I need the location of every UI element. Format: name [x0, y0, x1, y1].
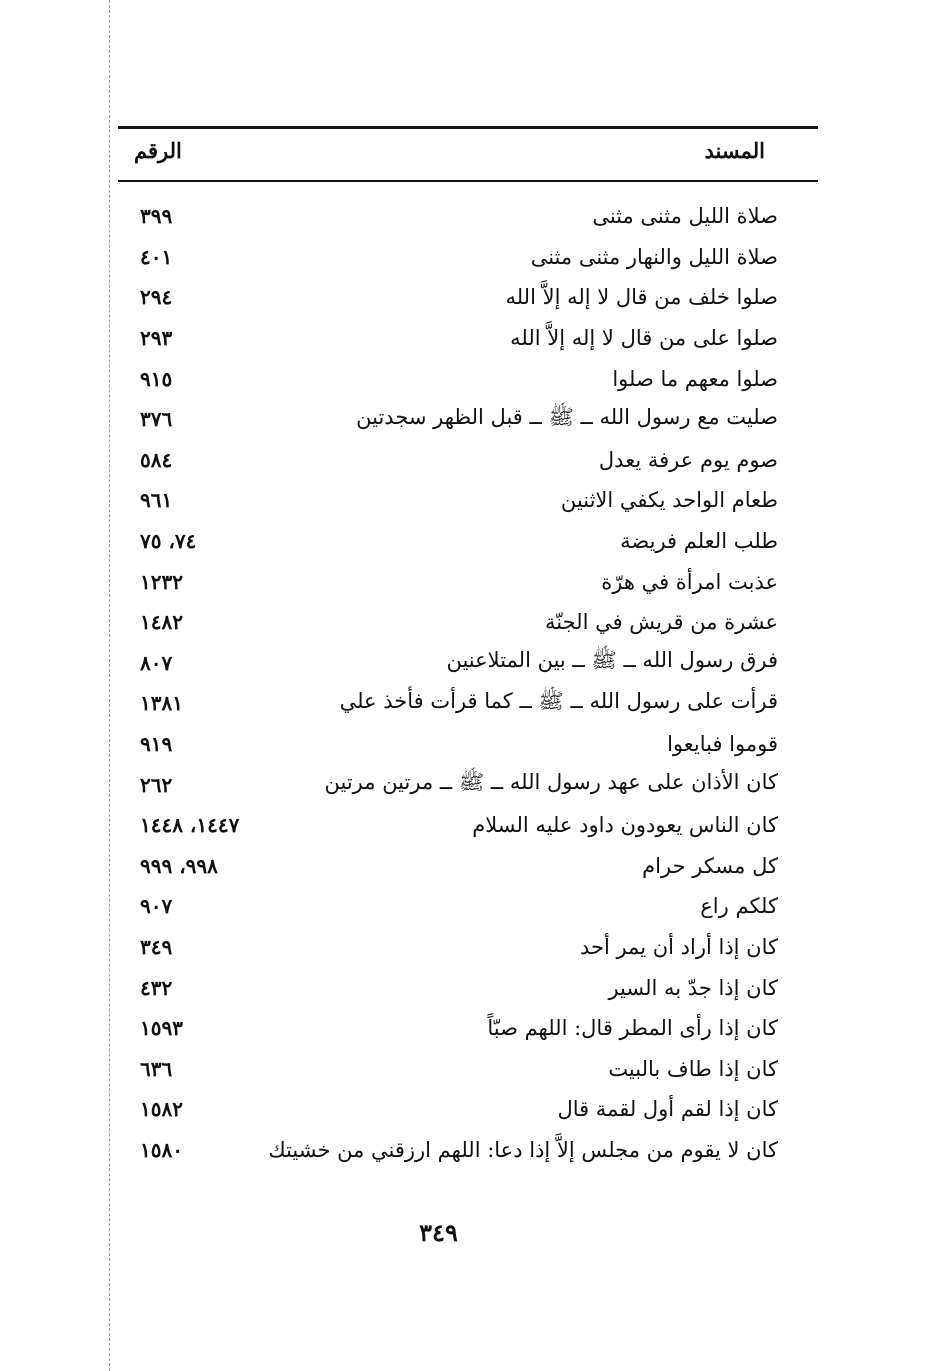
index-entry	[130, 967, 778, 1008]
entry-text: طلب العلم فريضة	[620, 529, 778, 554]
entry-text: كان الناس يعودون داود عليه السلام	[472, 813, 778, 838]
entry-text: صلوا على من قال لا إله إلاَّ الله	[510, 326, 778, 351]
entry-text: صلاة الليل مثنى مثنى	[592, 204, 778, 229]
entry-text: عذبت امرأة في هرّة	[601, 569, 778, 594]
entry-number: ٩١٩	[140, 732, 173, 757]
entry-number: ٧٤، ٧٥	[140, 529, 197, 554]
entry-number: ٩٠٧	[140, 894, 173, 919]
page-gutter-line	[109, 0, 110, 1371]
index-entry	[130, 764, 778, 805]
entry-number: ١٣٨١	[140, 691, 183, 716]
entry-text: كان إذا طاف بالبيت	[608, 1056, 778, 1081]
column-header-musnad: المسند	[704, 138, 765, 163]
entry-number: ٢٩٣	[140, 326, 173, 351]
entry-number: ٣٩٩	[140, 204, 173, 229]
index-entry	[130, 927, 778, 968]
index-entry	[130, 521, 778, 562]
index-entry	[130, 1089, 778, 1130]
index-entry	[130, 480, 778, 521]
index-entry	[130, 602, 778, 643]
entry-number: ٩٦١	[140, 488, 173, 513]
entry-text: فرق رسول الله ــ ﷺ ــ بين المتلاعنين	[446, 648, 778, 673]
index-entry	[130, 277, 778, 318]
entry-number: ١٤٤٧، ١٤٤٨	[140, 813, 240, 838]
entry-text: صلوا خلف من قال لا إله إلاَّ الله	[505, 285, 778, 310]
index-entry	[130, 1008, 778, 1049]
entry-number: ٩٩٨، ٩٩٩	[140, 853, 218, 878]
index-entry	[130, 683, 778, 724]
entry-number: ٥٨٤	[140, 447, 173, 472]
entry-number: ٣٤٩	[140, 934, 173, 959]
index-entry	[130, 561, 778, 602]
column-header-number: الرقم	[134, 138, 182, 163]
entry-text: صلاة الليل والنهار مثنى مثنى	[530, 244, 778, 269]
index-entry	[130, 358, 778, 399]
entry-number: ٩١٥	[140, 366, 173, 391]
entry-number: ٦٣٦	[140, 1056, 173, 1081]
entry-number: ٢٩٤	[140, 285, 173, 310]
entry-text: كان لا يقوم من مجلس إلاَّ إذا دعا: اللهم ارزقني من خشيتك	[268, 1137, 778, 1162]
index-entry	[130, 1048, 778, 1089]
header-bottom-rule	[118, 180, 818, 182]
index-entry	[130, 724, 778, 765]
entry-number: ١٥٨٢	[140, 1097, 183, 1122]
entry-number: ٨٠٧	[140, 650, 173, 675]
entry-text: كان الأذان على عهد رسول الله ــ ﷺ ــ مرتين مرتين	[324, 770, 778, 795]
entry-text: كل مسكر حرام	[642, 853, 778, 878]
index-entry	[130, 196, 778, 237]
entry-text: كان إذا أراد أن يمر أحد	[579, 934, 778, 959]
entry-text: كان إذا لقم أول لقمة قال	[557, 1097, 778, 1122]
index-entry	[130, 399, 778, 440]
index-entry	[130, 886, 778, 927]
entry-text: صلوا معهم ما صلوا	[612, 366, 778, 391]
index-list	[130, 196, 778, 1170]
index-entry	[130, 805, 778, 846]
entry-text: قرأت على رسول الله ــ ﷺ ــ كما قرأت فأخذ علي	[339, 688, 778, 713]
entry-number: ١٥٨٠	[140, 1137, 183, 1162]
entry-number: ٢٦٢	[140, 772, 173, 797]
entry-text: كان إذا رأى المطر قال: اللهم صبّاً	[487, 1016, 778, 1041]
entry-text: طعام الواحد يكفي الاثنين	[560, 488, 778, 513]
entry-number: ١٥٩٣	[140, 1016, 183, 1041]
entry-text: كلكم راع	[700, 894, 778, 919]
index-entry	[130, 318, 778, 359]
entry-text: عشرة من قريش في الجنّة	[545, 610, 778, 635]
entry-text: صوم يوم عرفة يعدل	[598, 447, 778, 472]
entry-text: صليت مع رسول الله ــ ﷺ ــ قبل الظهر سجدتين	[356, 404, 778, 429]
entry-number: ٣٧٦	[140, 407, 173, 432]
entry-text: كان إذا جدّ به السير	[608, 975, 778, 1000]
index-entry	[130, 440, 778, 481]
index-entry	[130, 846, 778, 887]
entry-text: قوموا فبايعوا	[667, 732, 778, 757]
entry-number: ٤٠١	[140, 244, 173, 269]
page-number: ٣٤٩	[419, 1218, 458, 1247]
entry-number: ٤٣٢	[140, 975, 173, 1000]
index-entry	[130, 643, 778, 684]
index-entry	[130, 237, 778, 278]
entry-number: ١٢٣٢	[140, 569, 183, 594]
header-top-rule	[118, 126, 818, 129]
index-entry	[130, 1130, 778, 1171]
entry-number: ١٤٨٢	[140, 610, 183, 635]
